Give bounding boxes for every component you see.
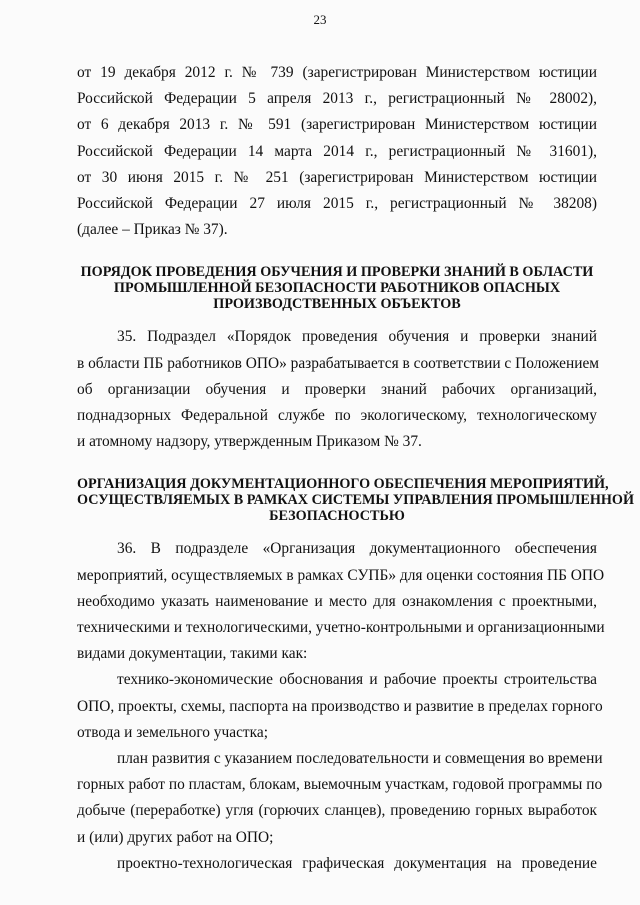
text-line: план развития с указанием последовательности и совмещения во времени xyxy=(117,750,603,768)
heading-line: ОРГАНИЗАЦИЯ ДОКУМЕНТАЦИОННОГО ОБЕСПЕЧЕНИЯ МЕРОПРИЯТИЙ, xyxy=(77,476,609,493)
intro-paragraph xyxy=(77,60,597,243)
text-line: поднадзорных Федеральной службе по экологическому, технологическому xyxy=(77,407,597,425)
text-line: от 19 декабря 2012 г. № 739 (зарегистрирован Министерством юстиции xyxy=(77,64,597,81)
text-line: от 6 декабря 2013 г. № 591 (зарегистрирован Министерством юстиции xyxy=(77,116,597,134)
text-line: Российской Федерации 14 марта 2014 г., регистрационный № 31601), xyxy=(77,142,597,160)
text-line: и атомному надзору, утвержденным Приказом № 37. xyxy=(77,433,422,451)
heading-line: ПОРЯДОК ПРОВЕДЕНИЯ ОБУЧЕНИЯ И ПРОВЕРКИ ЗНАНИЙ В ОБЛАСТИ xyxy=(80,264,594,281)
paragraph-36 xyxy=(77,536,605,667)
text-line: от 30 июня 2015 г. № 251 (зарегистрирован Министерством юстиции xyxy=(77,168,597,186)
text-line: Российской Федерации 27 июля 2015 г., регистрационный № 38208) xyxy=(77,195,597,213)
heading-line: ПРОМЫШЛЕННОЙ БЕЗОПАСНОСТИ РАБОТНИКОВ ОПАСНЫХ xyxy=(113,280,561,297)
heading-line: БЕЗОПАСНОСТЬЮ xyxy=(269,508,405,525)
text-line: 36. В подразделе «Организация документационного обеспечения xyxy=(117,540,597,558)
text-line: технико-экономические обоснования и рабочие проекты строительства xyxy=(117,671,597,689)
list-item-graphic-docs xyxy=(77,851,597,877)
text-line: и (или) других работ на ОПО; xyxy=(77,828,274,846)
text-line: проектно-технологическая графическая документация на проведение xyxy=(117,854,597,872)
text-line: добыче (переработке) угля (горючих сланцев), проведению горных выработок xyxy=(77,802,597,820)
text-line: мероприятий, осуществляемых в рамках СУПБ» для оценки состояния ПБ ОПО xyxy=(77,566,605,584)
paragraph-35 xyxy=(77,324,600,455)
text-line: Российской Федерации 5 апреля 2013 г., регистрационный № 28002), xyxy=(77,90,597,108)
heading-line: ПРОИЗВОДСТВЕННЫХ ОБЪЕКТОВ xyxy=(213,296,461,313)
list-item-feasibility xyxy=(77,667,603,746)
section-heading-training xyxy=(77,264,597,312)
text-line: 35. Подраздел «Порядок проведения обучения и проверки знаний xyxy=(117,328,597,346)
text-line: техническими и технологическими, учетно-контрольными и организационными xyxy=(77,619,605,637)
text-line: (далее – Приказ № 37). xyxy=(77,221,228,239)
text-line: необходимо указать наименование и место для ознакомления с проектными, xyxy=(77,592,597,610)
text-line: отвода и земельного участка; xyxy=(77,723,268,741)
text-line: об организации обучения и проверки знаний рабочих организаций, xyxy=(77,380,597,398)
text-line: ОПО, проекты, схемы, паспорта на производство и развитие в пределах горного xyxy=(77,697,603,715)
text-line: видами документации, такими как: xyxy=(77,645,308,663)
text-line: горных работ по пластам, блокам, выемочным участкам, годовой программы по xyxy=(77,776,603,794)
list-item-development-plan xyxy=(77,746,603,851)
page-number: 23 xyxy=(313,12,327,27)
page-body xyxy=(77,60,634,877)
heading-line: ОСУЩЕСТВЛЯЕМЫХ В РАМКАХ СИСТЕМЫ УПРАВЛЕНИЯ ПРОМЫШЛЕННОЙ xyxy=(77,492,634,509)
section-heading-documentation xyxy=(77,476,634,525)
text-line: в области ПБ работников ОПО» разрабатывается в соответствии с Положением xyxy=(77,354,600,372)
